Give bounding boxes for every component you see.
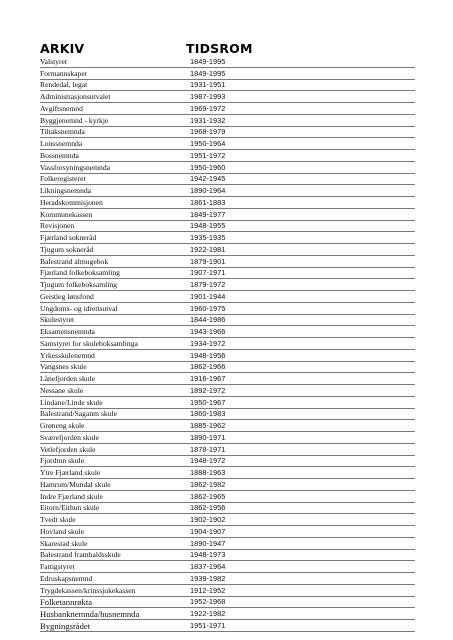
- archive-name: Kommunekassen: [40, 209, 93, 219]
- archive-period: 1890-1964: [190, 186, 226, 195]
- archive-period: 1862-1966: [190, 362, 226, 372]
- archive-name: Nessane skule: [40, 385, 84, 395]
- archive-name: Vangsnes skule: [40, 362, 87, 372]
- archive-period: 1879-1972: [190, 280, 226, 289]
- archive-period: 1922-1981: [190, 244, 226, 254]
- archive-period: 1935-1935: [190, 233, 226, 242]
- archive-period: 1950-1964: [190, 139, 226, 148]
- table-row: [40, 174, 415, 186]
- archive-period: 1861-1883: [190, 197, 226, 207]
- table-row: [40, 444, 415, 456]
- archive-name: Tiltaksnemnda: [40, 127, 85, 137]
- archive-period: 1912-1952: [190, 585, 226, 595]
- archive-name: Heradskommisjonen: [40, 197, 103, 207]
- archive-period: 1916-1967: [190, 374, 226, 383]
- table-row: [40, 303, 415, 315]
- archive-period: 1948-1972: [190, 456, 226, 466]
- table-row: [40, 620, 415, 632]
- archive-name: Eksamensnemnda: [40, 327, 95, 336]
- table-row: [40, 597, 415, 609]
- archive-name: Skarestad skule: [40, 538, 88, 548]
- archive-name: Tvedt skule: [40, 515, 76, 524]
- archive-period: 1862-1956: [190, 503, 226, 513]
- archive-period: 1931-1932: [190, 115, 226, 125]
- archive-name: Lindane/Linde skule: [40, 397, 103, 407]
- archive-name: Fjærland sokneråd: [40, 233, 97, 242]
- archive-name: Folketannrøkta: [40, 597, 93, 608]
- table-row: [40, 409, 415, 421]
- archive-period: 1849-1977: [190, 209, 226, 219]
- archive-name: Grøneng skule: [40, 421, 85, 430]
- table-row: [40, 221, 415, 233]
- archive-period: 1878-1971: [190, 444, 226, 454]
- table-row: [40, 68, 415, 80]
- archive-period: 1951-1972: [190, 150, 226, 160]
- archive-name: Husbanknemnda/husnemnda: [40, 609, 140, 619]
- table-row: [40, 385, 415, 397]
- table-row: [40, 456, 415, 468]
- archive-name: Folkeregisteret: [40, 174, 86, 184]
- table-row: [40, 573, 415, 585]
- archive-name: Avgiftsnemnd: [40, 103, 83, 113]
- table-row: [40, 432, 415, 444]
- table-row: [40, 162, 415, 174]
- archive-period: 1904-1907: [190, 526, 226, 536]
- archive-name: Bossnemnda: [40, 150, 79, 160]
- table-row: [40, 185, 415, 197]
- archive-name: Balestrand framhaldsskule: [40, 550, 121, 560]
- archive-name: Lånefjorden skule: [40, 374, 96, 383]
- archive-period: 1948-1956: [190, 350, 226, 360]
- archive-name: Eitorn/Eithun skule: [40, 503, 100, 513]
- archive-period: 1849-1995: [190, 56, 226, 66]
- table-row: [40, 608, 415, 620]
- archive-period: 1862-1965: [190, 491, 226, 501]
- archive-period: 1890-1971: [190, 432, 226, 442]
- archive-period: 1885-1962: [190, 421, 226, 430]
- archive-name: Valstyret: [40, 56, 67, 66]
- table-row: [40, 279, 415, 291]
- archive-name: Samstyret for skuleboksamlinga: [40, 338, 138, 348]
- archive-period: 1939-1982: [190, 573, 226, 583]
- archive-name: Bygningsrådet: [40, 620, 91, 631]
- archive-period: 1952-1968: [190, 597, 226, 607]
- archive-name: Skulestyret: [40, 315, 75, 325]
- table-row: [40, 550, 415, 562]
- archive-period: 1950-1960: [190, 162, 226, 172]
- archive-name: Tjugum folkeboksamling: [40, 280, 117, 289]
- archive-name: Ungdoms- og idrettsutval: [40, 303, 118, 313]
- archive-column-header: ARKIV: [40, 41, 85, 56]
- archive-period: 1888-1963: [190, 468, 226, 477]
- table-row: [40, 56, 415, 68]
- table-row: [40, 115, 415, 127]
- archive-name: Hovland skule: [40, 526, 85, 536]
- table-row: [40, 127, 415, 139]
- archive-name: Balestrand almugebok: [40, 256, 109, 266]
- table-row: [40, 420, 415, 432]
- archive-period: 1837-1964: [190, 562, 226, 571]
- archive-name: Fjærland folkeboksamling: [40, 268, 120, 278]
- archive-name: Fattigstyret: [40, 562, 75, 571]
- table-row: [40, 350, 415, 362]
- table-row: [40, 91, 415, 103]
- archive-name: Byggjenemnd - kyrkje: [40, 115, 109, 125]
- table-row: [40, 291, 415, 303]
- table-row: [40, 197, 415, 209]
- archive-period: 1902-1902: [190, 515, 226, 524]
- table-row: [40, 268, 415, 280]
- archive-period: 1951-1971: [190, 620, 226, 630]
- table-row: [40, 80, 415, 92]
- archive-period: 1907-1971: [190, 268, 226, 278]
- archive-period: 1849-1995: [190, 68, 226, 78]
- archive-name: Formannskapet: [40, 68, 87, 78]
- archive-name: Tjugum sokneråd: [40, 244, 94, 254]
- archive-period: 1890-1947: [190, 538, 226, 548]
- table-row: [40, 315, 415, 327]
- archive-period: 1922-1982: [190, 609, 226, 618]
- period-column-header: TIDSROM: [186, 41, 253, 56]
- archive-name: Vassforsyningsnemnda: [40, 162, 111, 172]
- table-row: [40, 138, 415, 150]
- archive-period: 1862-1982: [190, 479, 226, 489]
- archive-period: 1942-1945: [190, 174, 226, 184]
- table-row: [40, 338, 415, 350]
- archive-name: Balestrand/Saganm skule: [40, 409, 117, 419]
- archive-period: 1948-1973: [190, 550, 226, 560]
- table-row: [40, 150, 415, 162]
- archive-period: 1950-1967: [190, 397, 226, 407]
- table-row: [40, 209, 415, 221]
- archive-name: Sværefjorden skule: [40, 432, 99, 442]
- table-row: [40, 526, 415, 538]
- table-row: [40, 479, 415, 491]
- table-row: [40, 514, 415, 526]
- table-row: [40, 585, 415, 597]
- archive-name: Lonssnemnda: [40, 139, 83, 148]
- archive-period: 1931-1951: [190, 80, 226, 90]
- archive-name: Ytre Fjærland skule: [40, 468, 101, 477]
- table-row: [40, 362, 415, 374]
- archive-period: 1987-1993: [190, 92, 226, 101]
- archive-period: 1901-1944: [190, 291, 226, 301]
- archive-name: Hamrum/Mundal skule: [40, 479, 111, 489]
- table-row: [40, 467, 415, 479]
- archive-name: Trygdekassen/krinssjukekassen: [40, 585, 136, 595]
- archive-name: Likningsnemnda: [40, 186, 92, 195]
- table-row: [40, 538, 415, 550]
- archive-name: Indre Fjærland skule: [40, 491, 103, 501]
- archive-period: 1968-1979: [190, 127, 226, 137]
- table-row: [40, 503, 415, 515]
- archive-name: Geistleg lønsfond: [40, 291, 94, 301]
- archive-name: Yrkesskulenemnd: [40, 350, 95, 360]
- table-row: [40, 561, 415, 573]
- table-row: [40, 397, 415, 409]
- archive-name: Vetlefjorden skule: [40, 444, 96, 454]
- archive-name: Rendedal, legat: [40, 80, 88, 90]
- archive-table: [40, 56, 415, 632]
- table-row: [40, 244, 415, 256]
- archive-period: 1844-1986: [190, 315, 226, 325]
- archive-period: 1960-1975: [190, 303, 226, 313]
- archive-period: 1943-1966: [190, 327, 226, 336]
- table-row: [40, 232, 415, 244]
- table-row: [40, 373, 415, 385]
- archive-name: Fjordtun skule: [40, 456, 85, 466]
- archive-name: Revisjonen: [40, 221, 75, 231]
- archive-name: Administrasjonsutvalet: [40, 92, 111, 101]
- archive-period: 1969-1972: [190, 103, 226, 113]
- table-row: [40, 103, 415, 115]
- archive-period: 1879-1901: [190, 256, 226, 266]
- table-row: [40, 256, 415, 268]
- table-row: [40, 326, 415, 338]
- table-row: [40, 491, 415, 503]
- archive-period: 1934-1972: [190, 338, 226, 348]
- archive-name: Edruskapsnemnd: [40, 573, 93, 583]
- archive-period: 1948-1955: [190, 221, 226, 231]
- archive-period: 1892-1972: [190, 385, 226, 395]
- archive-period: 1860-1983: [190, 409, 226, 419]
